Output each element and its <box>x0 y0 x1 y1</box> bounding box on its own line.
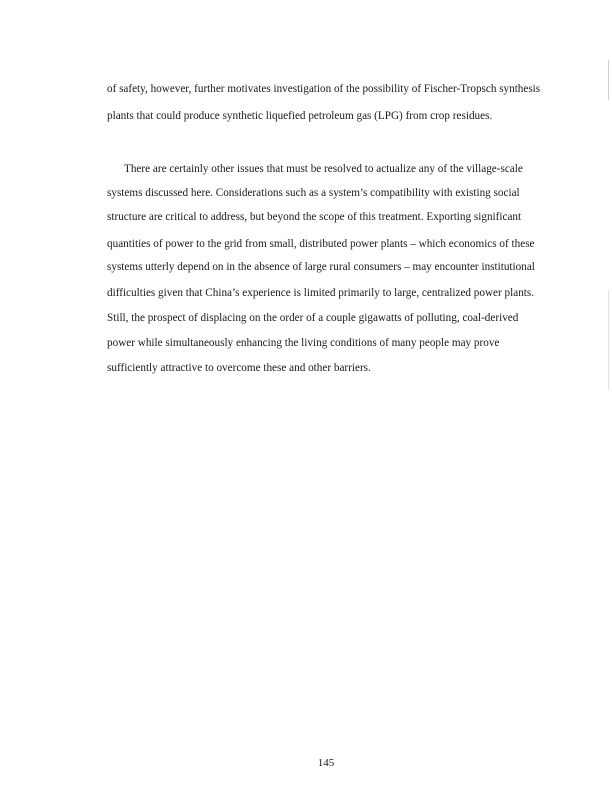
paragraph-2-line-5: systems utterly depend on in the absence of large rural consumers – may encounter institutional <box>107 261 535 273</box>
scan-edge-mark <box>608 290 609 390</box>
page-number: 145 <box>317 757 335 769</box>
paragraph-1-line-1: of safety, however, further motivates investigation of the possibility of Fischer-Tropsch synthesis <box>107 83 541 95</box>
paragraph-2-line-4: quantities of power to the grid from small, distributed power plants – which economics of these <box>107 238 535 250</box>
scan-edge-mark <box>608 60 609 100</box>
paragraph-2-line-9: sufficiently attractive to overcome these and other barriers. <box>107 362 371 374</box>
paragraph-2-line-1: There are certainly other issues that must be resolved to actualize any of the village-scale <box>124 163 523 175</box>
paragraph-2-line-2: systems discussed here. Considerations such as a system’s compatibility with existing social <box>107 187 520 199</box>
paragraph-2-line-7: Still, the prospect of displacing on the order of a couple gigawatts of polluting, coal-derived <box>107 312 519 324</box>
paragraph-2-line-8: power while simultaneously enhancing the living conditions of many people may prove <box>107 337 500 349</box>
paragraph-1-line-2: plants that could produce synthetic liquefied petroleum gas (LPG) from crop residues. <box>107 110 493 122</box>
paragraph-2-line-3: structure are critical to address, but beyond the scope of this treatment. Exporting significant <box>107 211 522 223</box>
paragraph-2-line-6: difficulties given that China’s experience is limited primarily to large, centralized power plants. <box>107 287 535 299</box>
